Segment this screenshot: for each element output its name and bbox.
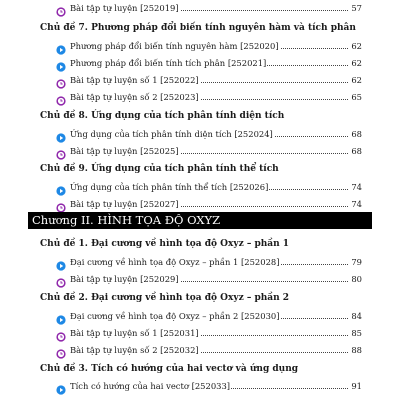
clock-icon	[56, 344, 66, 354]
toc-entry[interactable]	[56, 273, 362, 285]
entry-page: 74	[351, 199, 362, 209]
toc-entry[interactable]	[56, 181, 362, 193]
entry-title: Bài tập tự luyện số 2 [252023]	[70, 92, 199, 102]
play-icon	[56, 128, 66, 138]
entry-title: Bài tập tự luyện [252025]	[70, 146, 179, 156]
entry-page: 62	[351, 41, 362, 51]
topic-heading: Chủ đề 7. Phương pháp đổi biến tính nguyên hàm và tích phân	[40, 23, 356, 33]
toc-entry[interactable]	[56, 2, 362, 14]
toc-entry[interactable]	[56, 380, 362, 392]
toc-entry[interactable]	[56, 327, 362, 339]
clock-icon	[56, 2, 66, 12]
entry-title: Đại cương về hình tọa độ Oxyz – phần 1 [252028]	[70, 257, 280, 267]
entry-page: 79	[351, 257, 362, 267]
entry-page: 68	[351, 146, 362, 156]
play-icon	[56, 380, 66, 390]
entry-title: Bài tập tự luyện số 1 [252022]	[70, 75, 199, 85]
clock-icon	[56, 327, 66, 337]
topic-heading: Chủ đề 3. Tích có hướng của hai vectơ và ứng dụng	[40, 364, 299, 374]
chapter-title-bar	[28, 212, 372, 229]
entry-title: Bài tập tự luyện [252029]	[70, 274, 179, 284]
toc-entry[interactable]	[56, 74, 362, 86]
play-icon	[56, 256, 66, 266]
entry-page: 57	[351, 3, 362, 13]
topic-heading: Chủ đề 8. Ứng dụng của tích phân tính diện tích	[40, 111, 285, 121]
toc-entry[interactable]	[56, 310, 362, 322]
entry-title: Bài tập tự luyện [252027]	[70, 199, 179, 209]
toc-entry[interactable]	[56, 198, 362, 210]
play-icon	[56, 40, 66, 50]
clock-icon	[56, 74, 66, 84]
toc-entry[interactable]	[56, 344, 362, 356]
play-icon	[56, 181, 66, 191]
clock-icon	[56, 145, 66, 155]
entry-page: 62	[351, 75, 362, 85]
entry-page: 62	[351, 58, 362, 68]
clock-icon	[56, 198, 66, 208]
entry-page: 65	[351, 92, 362, 102]
topic-heading: Chủ đề 1. Đại cương về hình tọa độ Oxyz – phần 1	[40, 239, 290, 249]
entry-title: Ứng dụng của tích phân tính thể tích [252026]	[70, 182, 269, 192]
topic-heading: Chủ đề 9. Ứng dụng của tích phân tính thể tích	[40, 164, 279, 174]
clock-icon	[56, 91, 66, 101]
toc-entry[interactable]	[56, 91, 362, 103]
entry-page: 68	[351, 129, 362, 139]
entry-title: Bài tập tự luyện số 1 [252031]	[70, 328, 199, 338]
entry-page: 88	[351, 345, 362, 355]
play-icon	[56, 310, 66, 320]
entry-title: Bài tập tự luyện số 2 [252032]	[70, 345, 199, 355]
toc-entry[interactable]	[56, 57, 362, 69]
entry-page: 91	[351, 381, 362, 391]
entry-title: Phương pháp đổi biến tính nguyên hàm [252020]	[70, 41, 279, 51]
chapter-title: Chương II. HÌNH TỌA ĐỘ OXYZ	[32, 213, 221, 227]
toc-entry[interactable]	[56, 145, 362, 157]
entry-title: Ứng dụng của tích phân tính diện tích [252024]	[70, 129, 273, 139]
play-icon	[56, 57, 66, 67]
entry-title: Bài tập tự luyện [252019]	[70, 3, 179, 13]
toc-entry[interactable]	[56, 256, 362, 268]
clock-icon	[56, 273, 66, 283]
entry-title: Phương pháp đổi biến tính tích phân [252021]	[70, 58, 267, 68]
entry-page: 84	[351, 311, 362, 321]
entry-page: 85	[351, 328, 362, 338]
entry-page: 80	[351, 274, 362, 284]
entry-title: Tích có hướng của hai vectơ [252033]	[70, 381, 231, 391]
entry-title: Đại cương về hình tọa độ Oxyz – phần 2 [252030]	[70, 311, 280, 321]
toc-entry[interactable]	[56, 128, 362, 140]
topic-heading: Chủ đề 2. Đại cương về hình tọa độ Oxyz – phần 2	[40, 293, 290, 303]
toc-entry[interactable]	[56, 40, 362, 52]
entry-page: 74	[351, 182, 362, 192]
